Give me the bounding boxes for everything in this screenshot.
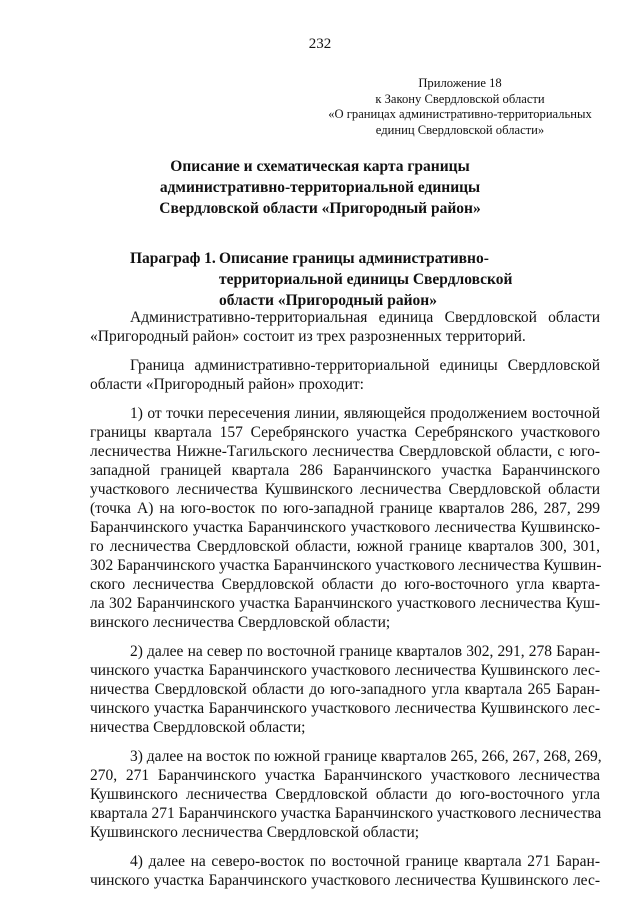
body-paragraph [90,308,600,346]
text-line: области «Пригородный район» проходит: [90,376,364,393]
text-line: Кушвинского лесничества Свердловской области до юго-восточного угла [90,786,600,803]
text-line: 2) далее на север по восточной границе кварталов 302, 291, 278 Баран- [130,643,600,660]
text-line: 1) от точки пересечения линии, являющейся продолжением восточной [130,405,600,422]
text-line: винского лесничества Свердловской области; [90,614,391,631]
text-line: Кушвинского лесничества Свердловской области; [90,824,420,841]
body-text [90,308,600,900]
text-line: чинского участка Баранчинского участкового лесничества Кушвинского лес- [90,700,600,717]
text-line: Административно-территориальная единица Свердловской области [130,309,600,326]
section-label: Параграф 1. [130,250,216,267]
section-heading-line: области «Пригородный район» [219,292,437,309]
text-line: чинского участка Баранчинского участкового лесничества Кушвинского лес- [90,872,600,889]
appendix-line: к Закону Свердловской области [375,91,545,106]
text-line: границы квартала 157 Серебрянского участка Серебрянского участкового [90,424,600,441]
text-line: «Пригородный район» состоит из трех разрозненных территорий. [90,328,526,345]
text-line: 3) далее на восток по южной границе кварталов 265, 266, 267, 268, 269, [130,748,602,765]
body-paragraph [90,356,600,394]
appendix-line: единиц Свердловской области» [375,122,545,137]
section-heading [130,248,512,311]
text-line: ского лесничества Свердловской области до юго-восточного угла кварта- [90,576,600,593]
document-title [0,156,640,219]
text-line: квартала 271 Баранчинского участка Баранчинского участкового лесничества [90,805,602,822]
text-line: чинского участка Баранчинского участкового лесничества Кушвинского лес- [90,662,600,679]
section-heading-line: Описание границы административно- [219,250,489,267]
text-line: 4) далее на северо-восток по восточной границе квартала 271 Баран- [130,853,600,870]
body-paragraph [90,852,600,890]
page-number: 232 [308,36,332,52]
section-heading-line: территориальной единицы Свердловской [219,271,513,288]
text-line: западной границей квартала 286 Баранчинского участка Баранчинского [90,462,600,479]
title-line: административно-территориальной единицы [159,179,481,196]
appendix-note [300,76,620,138]
text-line: лесничества Нижне-Тагильского лесничества Свердловской области, с юго- [90,443,600,460]
text-line: Баранчинского участка Баранчинского участкового лесничества Кушвинско- [90,519,600,536]
body-paragraph [90,404,600,632]
title-line: Свердловской области «Пригородный район» [159,200,481,217]
title-line: Описание и схематическая карта границы [170,158,470,175]
text-line: го лесничества Свердловской области, южной границе кварталов 300, 301, [90,538,600,555]
text-line: 270, 271 Баранчинского участка Баранчинского участкового лесничества [90,767,600,784]
text-line: 302 Баранчинского участка Баранчинского участкового лесничества Кушвин- [90,557,602,574]
text-line: ничества Свердловской области до юго-западного угла квартала 265 Баран- [90,681,600,698]
text-line: (точка А) на юго-восток по юго-западной границе кварталов 286, 287, 299 [90,500,600,517]
appendix-line: Приложение 18 [418,76,502,90]
body-paragraph [90,747,600,842]
text-line: Граница административно-территориальной единицы Свердловской [130,357,600,374]
text-line: ла 302 Баранчинского участка Баранчинского участкового лесничества Куш- [90,595,600,612]
body-paragraph [90,642,600,737]
text-line: ничества Свердловской области; [90,719,306,736]
appendix-line: «О границах административно-территориальных [328,107,592,121]
text-line: участкового лесничества Кушвинского лесничества Свердловской области [90,481,600,498]
